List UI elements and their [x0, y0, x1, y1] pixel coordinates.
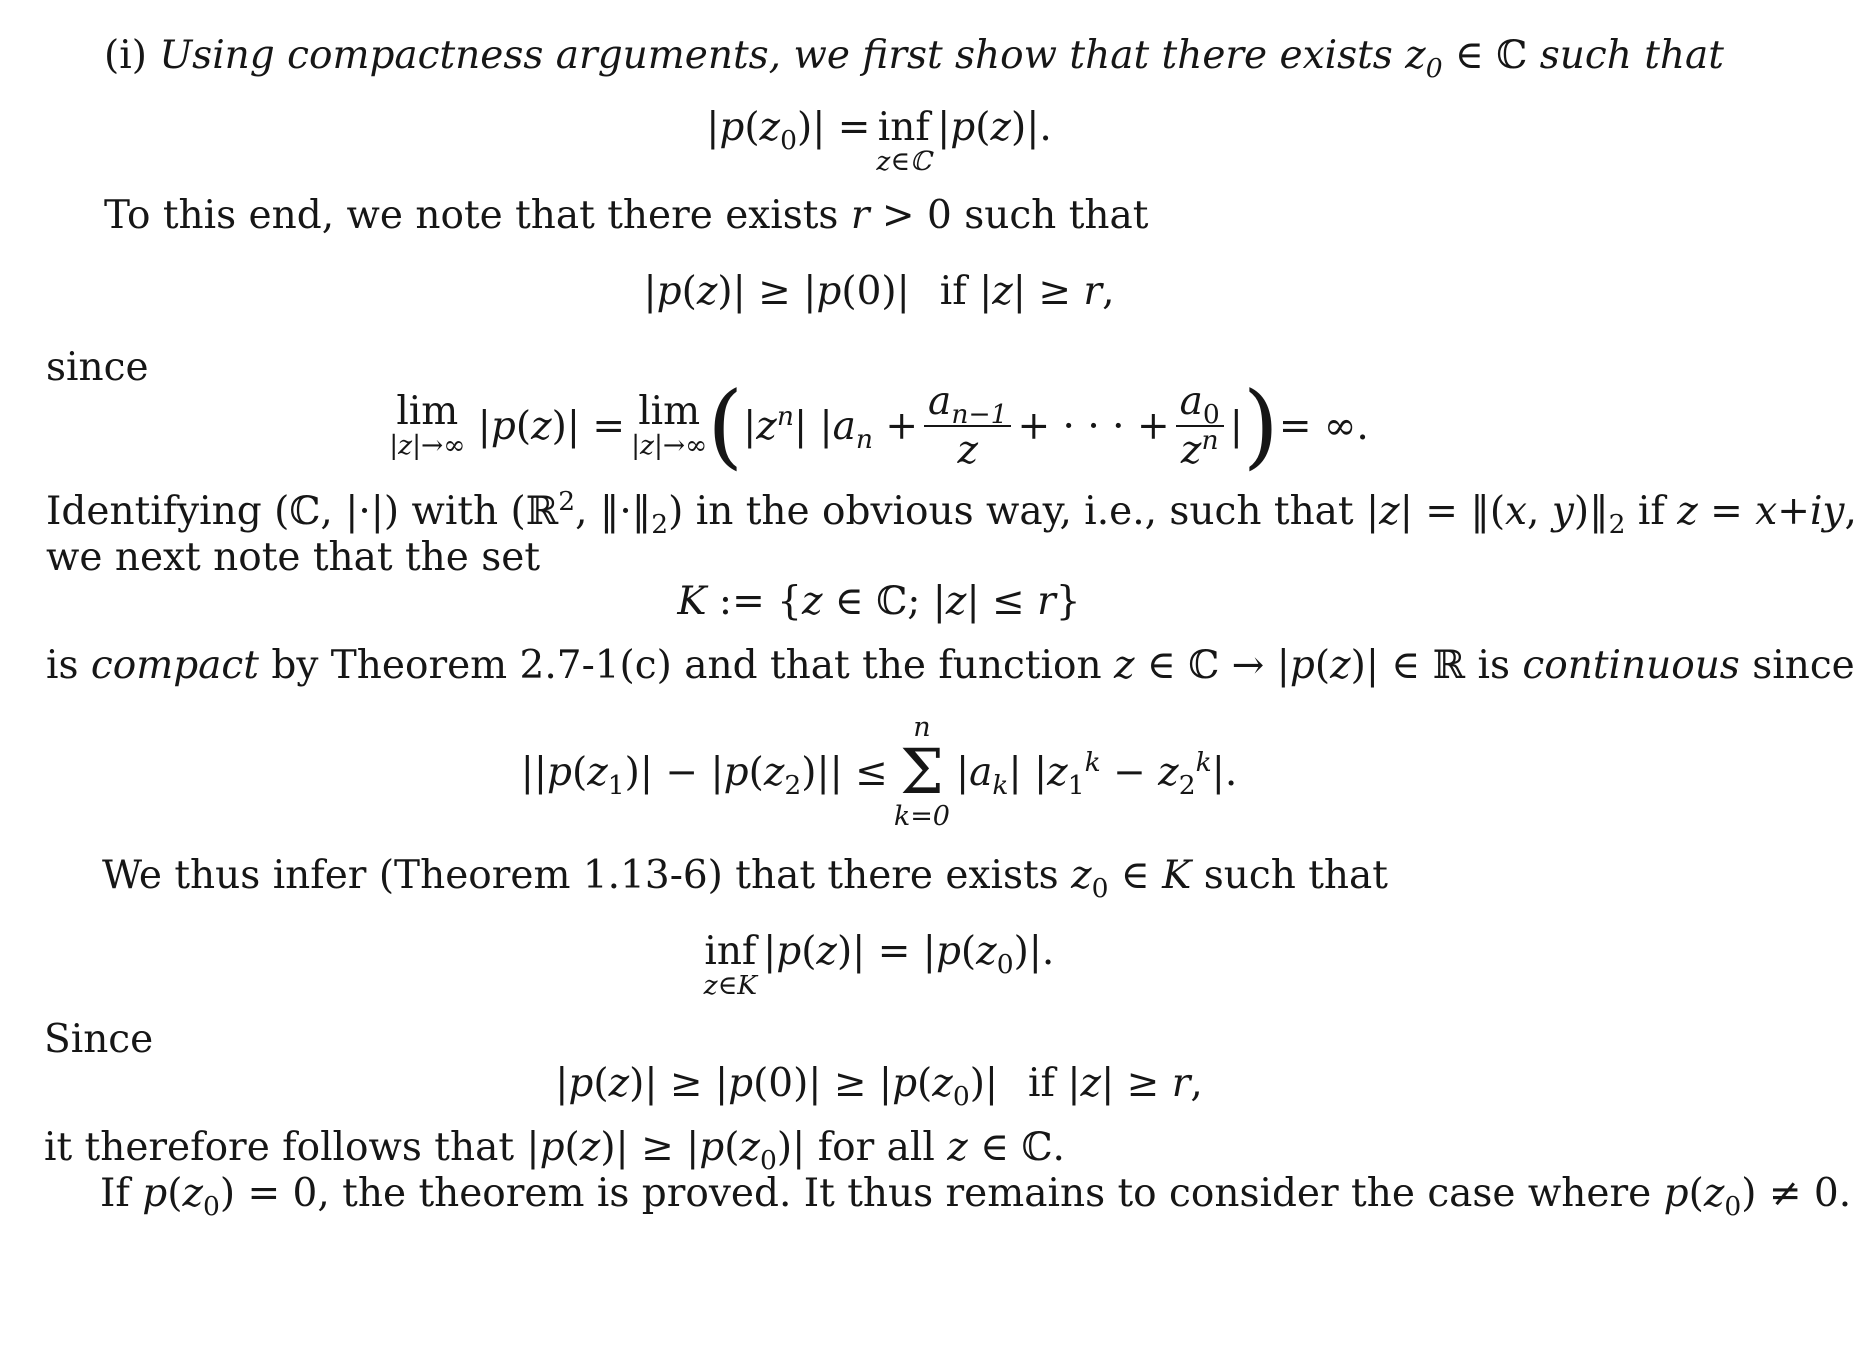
- para-next-note: we next note that the set: [46, 535, 541, 580]
- word-since-capital: Since: [44, 1017, 154, 1062]
- equation-bound-r: |p(z)| ≥ |p(0)| if |z| ≥ r,: [643, 269, 1115, 314]
- equation-sum: $||p(z_1)| - |p(z_2)||$ ≤ n Σ k=0 $|a_k|$ $|z_1^k - z_2^k|$.: [520, 712, 1238, 832]
- item-label: (i): [104, 33, 147, 78]
- para-to-this-end: To this end, we note that there exists r > 0 such that: [104, 193, 1149, 238]
- para-infer: We thus infer (Theorem 1.13-6) that there exists $z_0$ ∈ K such that: [102, 853, 1388, 904]
- equation-chain: $|p(z)| \ge |p(0)| \ge |p(z_0)|$ if |z| ≥ r,: [555, 1061, 1203, 1112]
- equation-set-k: K := {z ∈ ℂ; |z| ≤ r}: [677, 579, 1081, 624]
- para-intro: (i) Using compactness arguments, we first show that there exists $z_0$ ∈ ℂ such that: [104, 33, 1724, 84]
- equation-inf-k: inf z∈K $|p(z)| = |p(z_0)|$.: [703, 929, 1055, 1001]
- intro-text: Using compactness arguments, we first show that there exists z: [159, 33, 1426, 78]
- para-compact: is compact by Theorem 2.7-1(c) and that the function z ∈ ℂ → |p(z)| ∈ ℝ is continuous since: [46, 643, 1855, 688]
- word-since: since: [46, 345, 149, 390]
- equation-inf-c: $|p(z_0)|$ = inf z∈ℂ |p(z)|.: [706, 105, 1052, 177]
- para-therefore: it therefore follows that $|p(z)| \ge |p(z_0)|$ for all z ∈ ℂ.: [44, 1125, 1065, 1176]
- equation-limit: lim |z|→∞ |p(z)| = lim |z|→∞ ( $|z^n|$ $|a_n$ + $\frac{a_{n-1}}{z}$ + · · · + $\frac{a_0}{z^n}$ | ) = ∞.: [389, 371, 1369, 479]
- para-identifying: Identifying (ℂ, |·|) with (ℝ$^2$, $‖\cdot‖_2$) in the obvious way, i.e., such that |z| = ‖(x, $y)‖_2$ if z = x+iy,: [46, 486, 1857, 540]
- para-last: If $p(z_0) = 0$, the theorem is proved. It thus remains to consider the case where $p(z_0) \ne 0$.: [100, 1171, 1852, 1222]
- intro-tail: such that: [1539, 33, 1724, 78]
